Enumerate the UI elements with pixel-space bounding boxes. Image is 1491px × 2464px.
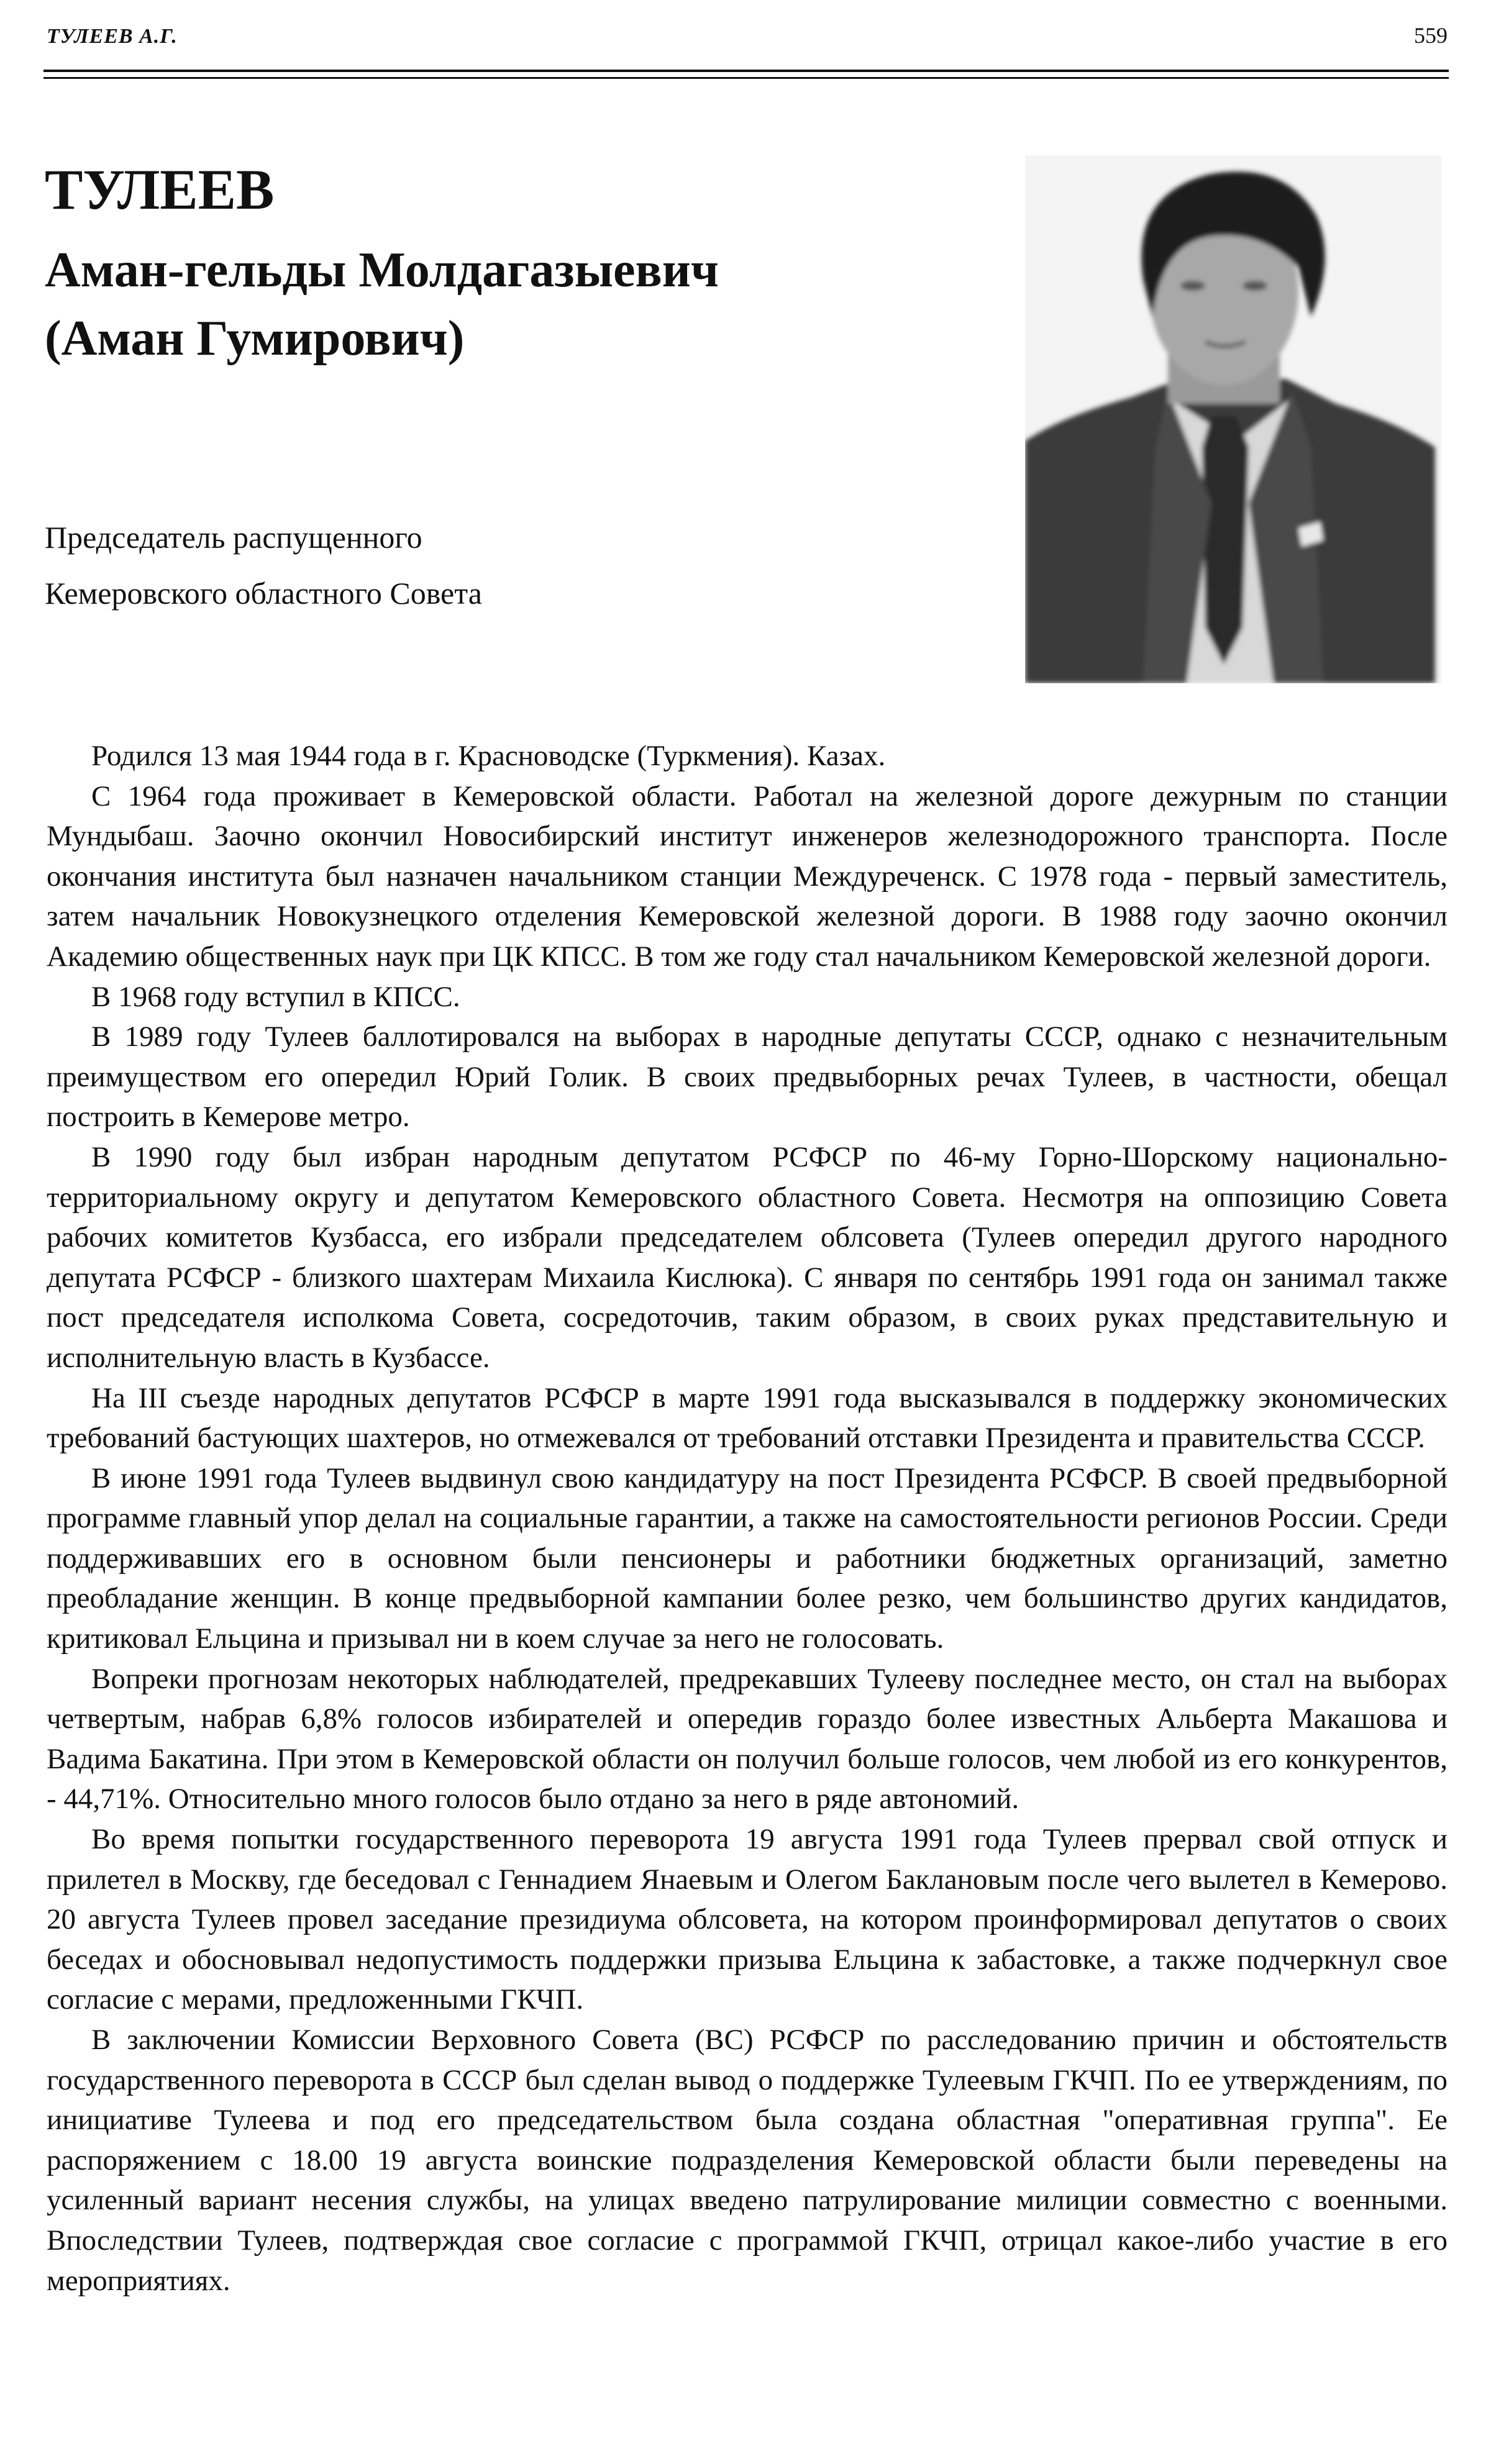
header-rule-secondary — [43, 77, 1449, 79]
alternate-name: (Аман Гумирович) — [45, 311, 465, 366]
position-line-2: Кемеровского областного Совета — [45, 576, 482, 611]
page-number: 559 — [1414, 23, 1448, 48]
paragraph: Вопреки прогнозам некоторых наблюдателей, предрекавших Тулееву последнее место, он стал на выборах четвертым, набрав 6,8% голосов избирателей и опередив гораздо более известных Альберта Макашова и Вадима Бакатина. При этом в Кемеровской области он получил больше голосов, чем любой из его конкурентов, - 44,71%. Относительно много голосов было отдано за него в ряде автономий. — [47, 1662, 1448, 1816]
surname-heading: ТУЛЕЕВ — [45, 158, 275, 221]
biography-text — [47, 736, 1448, 2301]
given-name: Аман-гельды Молдагазыевич — [45, 243, 719, 298]
running-header: ТУЛЕЕВ А.Г. — [47, 25, 178, 48]
paragraph: В июне 1991 года Тулеев выдвинул свою кандидатуру на пост Президента РСФСР. В своей предвыборной программе главный упор делал на социальные гарантии, а также на самостоятельности регионов России. Среди поддерживавших его в основном были пенсионеры и работники бюджетных организаций, заметно преобладание женщин. В конце предвыборной кампании более резко, чем большинство других кандидатов, критиковал Ельцина и призывал ни в коем случае за него не голосовать. — [47, 1462, 1448, 1655]
paragraph: В 1990 году был избран народным депутатом РСФСР по 46-му Горно-Шорскому национально-территориальному округу и депутатом Кемеровского областного Совета. Несмотря на оппозицию Совета рабочих комитетов Кузбасса, его избрали председателем облсовета (Тулеев опередил другого народного депутата РСФСР - близкого шахтерам Михаила Кислюка). С января по сентябрь 1991 года он занимал также пост председателя исполкома Совета, сосредоточив, таким образом, в своих руках представительную и исполнительную власть в Кузбассе. — [47, 1140, 1448, 1374]
paragraph: С 1964 года проживает в Кемеровской области. Работал на железной дороге дежурным по станции Мундыбаш. Заочно окончил Новосибирский институт инженеров железнодорожного транспорта. После окончания института был назначен начальником станции Междуреченск. С 1978 года - первый заместитель, затем начальник Новокузнецкого отделения Кемеровской железной дороги. В 1988 году заочно окончил Академию общественных наук при ЦК КПСС. В том же году стал начальником Кемеровской железной дороги. — [47, 780, 1448, 973]
paragraph: В заключении Комиссии Верховного Совета (ВС) РСФСР по расследованию причин и обстоятельств государственного переворота в СССР был сделан вывод о поддержке Тулеевым ГКЧП. По ее утверждениям, по инициативе Тулеева и под его председательством была создана областная "оперативная группа". Ее распоряжением с 18.00 19 августа воинские подразделения Кемеровской области были переведены на усиленный вариант несения службы, на улицах введено патрулирование милиции совместно с военными. Впоследствии Тулеев, подтверждая свое согласие с программой ГКЧП, отрицал какое-либо участие в его мероприятиях. — [47, 2024, 1448, 2297]
paragraph: В 1989 году Тулеев баллотировался на выборах в народные депутаты СССР, однако с незначительным преимуществом его опередил Юрий Голик. В своих предвыборных речах Тулеев, в частности, обещал построить в Кемерове метро. — [47, 1021, 1448, 1134]
position-caption — [45, 509, 482, 621]
paragraph: Во время попытки государственного переворота 19 августа 1991 года Тулеев прервал свой отпуск и прилетел в Москву, где беседовал с Геннадием Янаевым и Олегом Баклановым после чего вылетел в Кемерово. 20 августа Тулеев провел заседание президиума облсовета, на котором проинформировал депутатов о своих беседах и обосновывал недопустимость поддержки призыва Ельцина к забастовке, а также подчеркнул свое согласие с мерами, предложенными ГКЧП. — [47, 1823, 1448, 2016]
full-name-heading — [45, 236, 719, 373]
paragraph: В 1968 году вступил в КПСС. — [91, 980, 460, 1013]
position-line-1: Председатель распущенного — [45, 520, 422, 555]
portrait-photo-icon — [1025, 155, 1441, 683]
header-rule — [43, 70, 1449, 72]
paragraph: На III съезде народных депутатов РСФСР в марте 1991 года высказывался в поддержку экономических требований бастующих шахтеров, но отмежевался от требований отставки Президента и правительства СССР. — [47, 1381, 1448, 1455]
paragraph: Родился 13 мая 1944 года в г. Красноводске (Туркмения). Казах. — [91, 740, 886, 772]
